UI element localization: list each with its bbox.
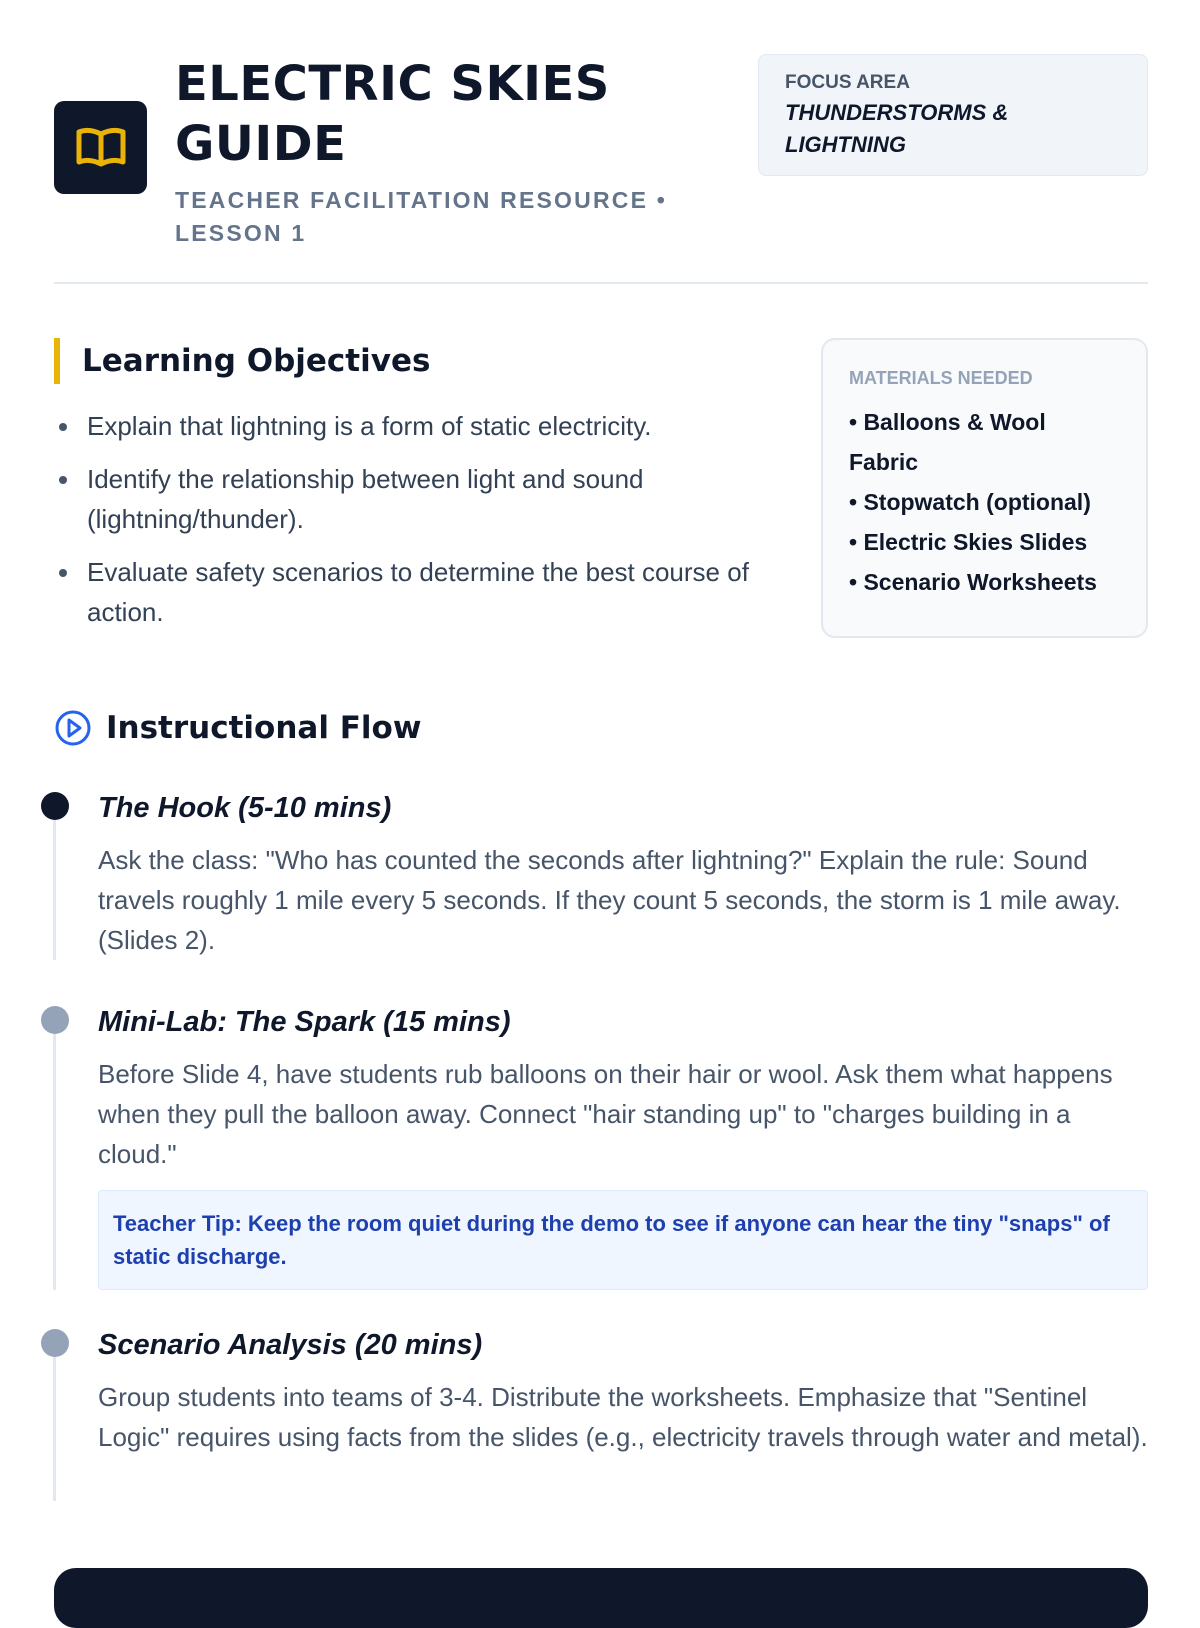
learning-objectives-section bbox=[54, 338, 754, 645]
timeline-line bbox=[53, 806, 56, 960]
timeline-dot bbox=[41, 1006, 69, 1034]
step-title: Mini-Lab: The Spark (15 mins) bbox=[98, 1006, 511, 1038]
objective-item: Identify the relationship between light and sound (lightning/thunder). bbox=[54, 459, 754, 539]
footer-banner bbox=[54, 1568, 1148, 1628]
title-line-1: ELECTRIC SKIES bbox=[175, 56, 610, 112]
timeline-line bbox=[53, 1020, 56, 1290]
focus-area-box bbox=[758, 54, 1148, 176]
objective-item: Explain that lightning is a form of static electricity. bbox=[54, 406, 754, 446]
play-circle-icon bbox=[54, 709, 92, 747]
step-title: Scenario Analysis (20 mins) bbox=[98, 1329, 483, 1361]
logo bbox=[54, 101, 147, 194]
timeline-dot bbox=[41, 792, 69, 820]
title-line-2: GUIDE bbox=[175, 116, 347, 172]
page-title bbox=[175, 54, 765, 174]
materials-card bbox=[821, 338, 1148, 638]
material-item: • Balloons & Wool Fabric bbox=[849, 409, 1046, 475]
objective-item: Evaluate safety scenarios to determine the best course of action. bbox=[54, 552, 754, 632]
step-title: The Hook (5-10 mins) bbox=[98, 792, 392, 824]
instructional-flow-section bbox=[54, 700, 1148, 1452]
step-text: Before Slide 4, have students rub balloons on their hair or wool. Ask them what happens when they pull the balloon away. Connect "hair standing up" to "charges building in a cloud." bbox=[98, 1059, 1113, 1169]
objectives-list bbox=[54, 406, 754, 632]
material-item: • Stopwatch (optional) bbox=[849, 489, 1091, 515]
open-book-icon bbox=[75, 126, 127, 170]
step-text: Group students into teams of 3-4. Distribute the worksheets. Emphasize that "Sentinel Logic" requires using facts from the slides (e.g., electricity travels through water and metal). bbox=[98, 1382, 1148, 1452]
material-item: • Electric Skies Slides bbox=[849, 529, 1088, 555]
header bbox=[54, 54, 1148, 284]
teacher-tip-box: Teacher Tip: Keep the room quiet during the demo to see if anyone can hear the tiny "snaps" of static discharge. bbox=[98, 1190, 1148, 1290]
focus-area-label: FOCUS AREA bbox=[785, 72, 910, 93]
instructional-flow-heading: Instructional Flow bbox=[106, 710, 422, 746]
timeline-line bbox=[53, 1343, 56, 1501]
instructional-flow-header bbox=[54, 700, 1148, 756]
focus-value-line-2: LIGHTNING bbox=[785, 132, 906, 157]
timeline-dot bbox=[41, 1329, 69, 1357]
focus-area-value bbox=[785, 97, 1121, 161]
learning-objectives-heading: Learning Objectives bbox=[54, 338, 754, 384]
title-block bbox=[175, 54, 765, 250]
step-text: Ask the class: "Who has counted the seconds after lightning?" Explain the rule: Sound travels roughly 1 mile every 5 seconds. If they count 5 seconds, the storm is 1 mile away. (Slides 2). bbox=[98, 845, 1121, 955]
material-item: • Scenario Worksheets bbox=[849, 569, 1097, 595]
materials-label: MATERIALS NEEDED bbox=[849, 368, 1033, 388]
page-subtitle: TEACHER FACILITATION RESOURCE • LESSON 1 bbox=[175, 187, 667, 246]
focus-value-line-1: THUNDERSTORMS & bbox=[785, 100, 1009, 125]
